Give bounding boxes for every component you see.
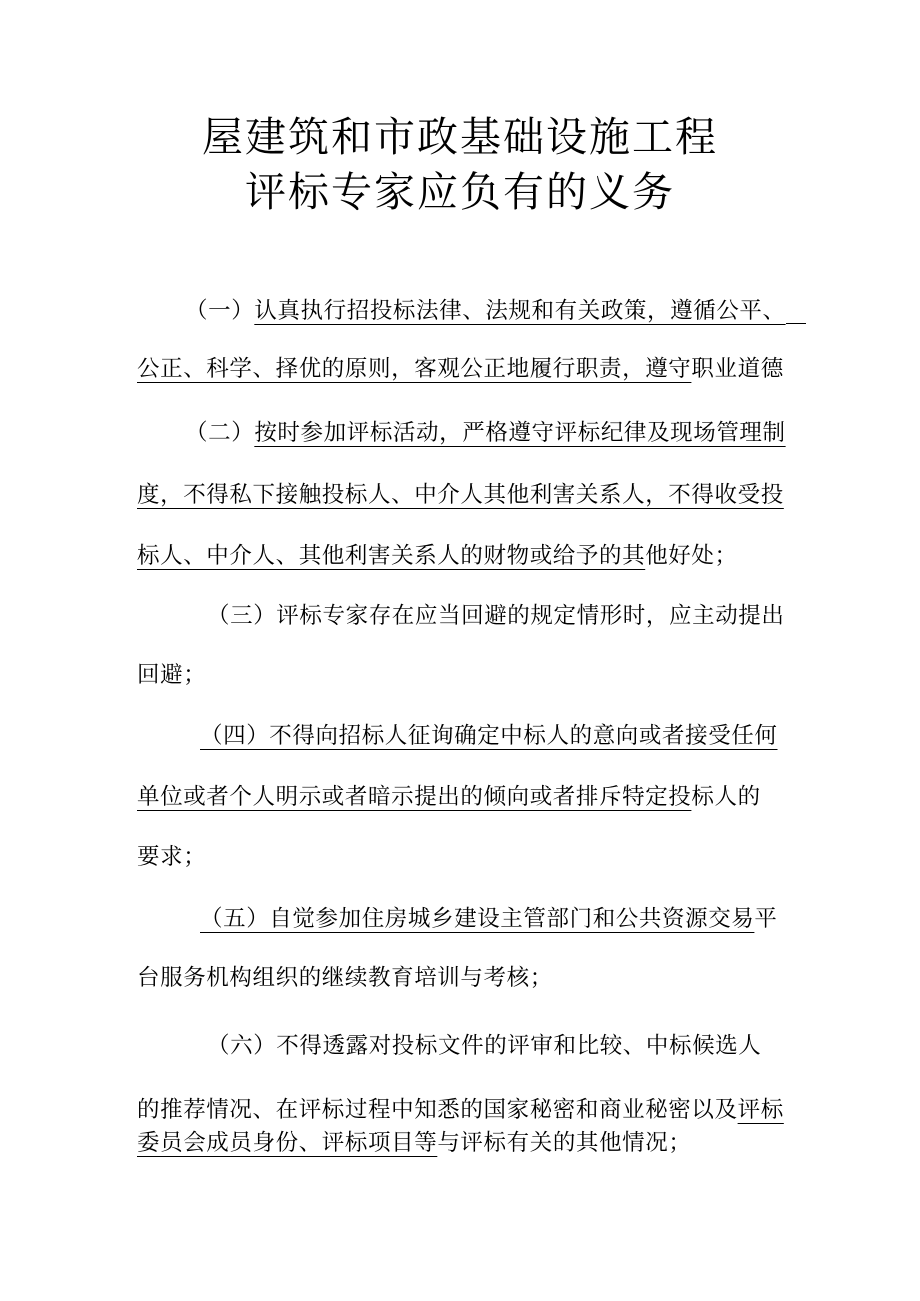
- line-text: （三）评标专家存在应当回避的规定情形时，应主动提出: [207, 603, 785, 629]
- underlined-text: 按时参加评标活动，严格遵守评标纪律及现场管理制: [254, 420, 786, 446]
- line-text: 平: [754, 906, 778, 932]
- item-2-line-1: [185, 422, 786, 445]
- document-title-line-1: 屋建筑和市政基础设施工程: [202, 113, 718, 161]
- line-text: 台服务机构组织的继续教育培训与考核；: [137, 965, 553, 991]
- item-2-line-2: [137, 484, 784, 507]
- line-text: （一）: [185, 298, 255, 324]
- line-text: 职业道德: [691, 356, 784, 382]
- line-text: 标人的: [691, 784, 761, 810]
- item-6-line-1: [207, 1035, 761, 1058]
- item-6-line-2: [137, 1099, 784, 1122]
- item-3-line-1: [207, 605, 785, 628]
- item-3-line-2: [137, 664, 206, 687]
- item-4-line-3: [137, 846, 206, 869]
- underlined-text: （四）不得向招标人征询确定中标人的意向或者接受任何: [200, 723, 778, 749]
- underlined-text: 评标: [737, 1097, 784, 1123]
- underline-extension: [786, 322, 806, 324]
- underlined-text: 标人、中介人、其他利害关系人的财物或给予的其: [137, 543, 646, 569]
- underlined-text: 委员会成员身份、评标项目等: [137, 1130, 438, 1156]
- item-4-line-2: [137, 786, 761, 809]
- item-2-line-3: [137, 545, 738, 568]
- item-1-line-2: [137, 358, 784, 381]
- line-text: 的推荐情况、在评标过程中知悉的国家秘密和商业秘密以及: [137, 1097, 738, 1123]
- line-text: （二）: [185, 420, 255, 446]
- item-5-line-1: [200, 908, 778, 931]
- line-text: （六）不得透露对投标文件的评审和比较、中标候选人: [207, 1033, 762, 1059]
- line-text: 回避；: [137, 662, 207, 688]
- document-title-line-2: 评标专家应负有的义务: [245, 168, 675, 216]
- item-5-line-2: [137, 967, 553, 990]
- underlined-text: 单位或者个人明示或者暗示提出的倾向或者排斥特定投: [137, 784, 692, 810]
- underlined-text: 公正、科学、择优的原则，客观公正地履行职责，遵守: [137, 356, 692, 382]
- item-6-line-3: [137, 1132, 691, 1155]
- line-text: 要求；: [137, 844, 207, 870]
- underlined-text: 认真执行招投标法律、法规和有关政策，遵循公平、: [254, 298, 786, 324]
- item-4-line-1: [200, 725, 778, 748]
- item-1-line-1: [185, 300, 806, 324]
- underlined-text: （五）自觉参加住房城乡建设主管部门和公共资源交易: [200, 906, 755, 932]
- line-text: 他好处；: [645, 543, 738, 569]
- underlined-text: 度，不得私下接触投标人、中介人其他利害关系人，不得收受投: [137, 482, 784, 508]
- line-text: 与评标有关的其他情况；: [437, 1130, 692, 1156]
